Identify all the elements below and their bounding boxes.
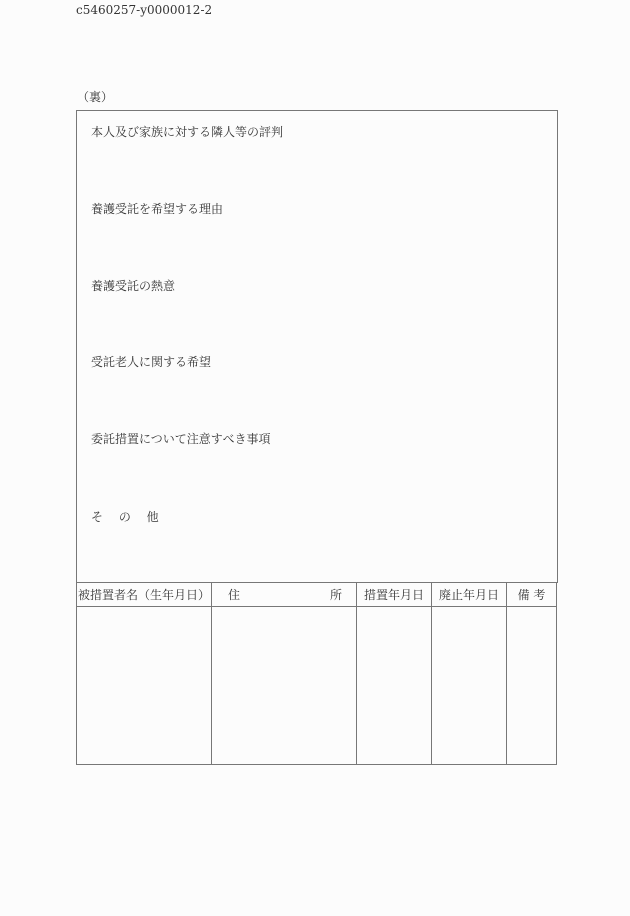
- cell-address: [212, 607, 357, 765]
- header-name: 被措置者名（生年月日）: [77, 583, 212, 607]
- header-address: [212, 583, 357, 607]
- section-notes-on-placement: 委託措置について注意すべき事項: [91, 432, 271, 446]
- header-remarks: 備 考: [507, 583, 557, 607]
- section-enthusiasm: 養護受託の熱意: [91, 279, 176, 293]
- evaluation-box: [76, 110, 558, 583]
- table-header-row: [77, 583, 557, 607]
- section-neighbor-reputation: 本人及び家族に対する隣人等の評判: [91, 125, 284, 139]
- section-other: そ の 他: [91, 510, 159, 524]
- document-id: c5460257-y0000012-2: [76, 3, 213, 17]
- cell-remarks: [507, 607, 557, 765]
- placement-table: [76, 582, 557, 765]
- header-address-left: 住: [228, 588, 241, 602]
- table-row: [77, 607, 557, 765]
- cell-end-date: [432, 607, 507, 765]
- cell-start-date: [357, 607, 432, 765]
- section-wishes-for-elderly: 受託老人に関する希望: [91, 355, 212, 369]
- header-end-date: 廃止年月日: [432, 583, 507, 607]
- section-reason-for-care: 養護受託を希望する理由: [91, 202, 224, 216]
- side-label: （裏）: [77, 90, 114, 104]
- header-start-date: 措置年月日: [357, 583, 432, 607]
- cell-name: [77, 607, 212, 765]
- header-address-right: 所: [329, 588, 342, 602]
